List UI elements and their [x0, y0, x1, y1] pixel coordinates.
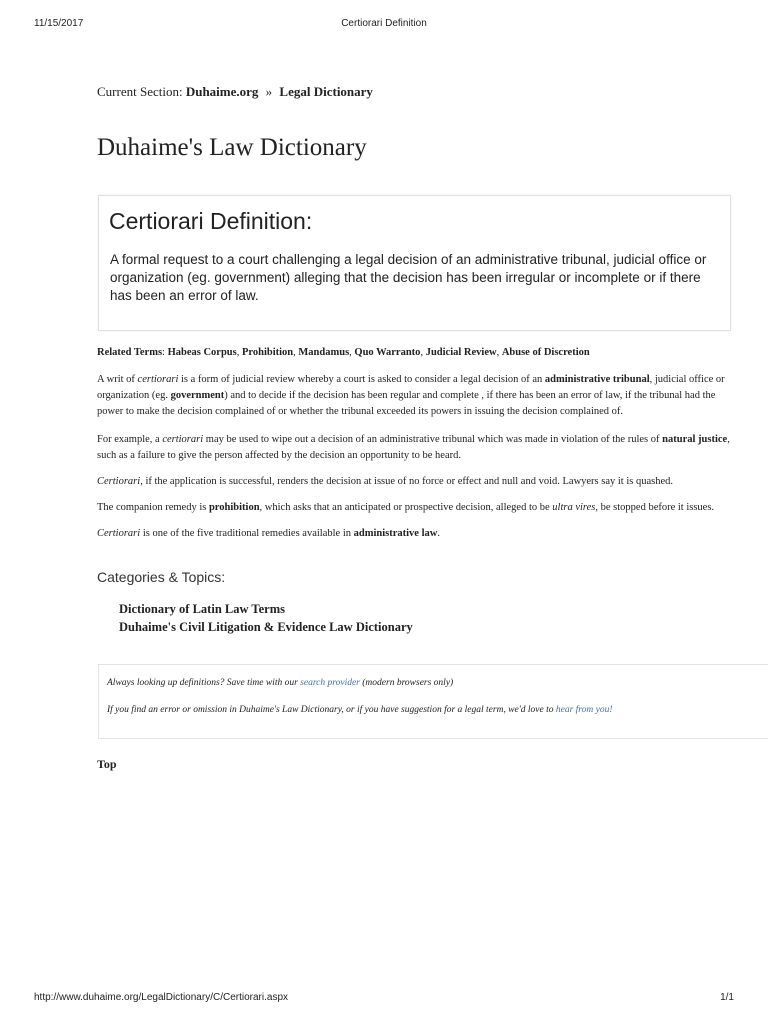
text-run: , which asks that an anticipated or prospective decision, alleged to be	[259, 502, 553, 513]
paragraph-example	[97, 432, 737, 464]
latin-term: Certiorari	[97, 476, 141, 487]
paragraph-quashed	[97, 474, 733, 490]
print-header	[0, 18, 768, 32]
categories-list	[119, 600, 413, 636]
text-run: is a form of judicial review whereby a court is asked to consider a legal decision of an	[178, 374, 545, 385]
related-term-link[interactable]: Prohibition	[241, 347, 294, 358]
related-term-link[interactable]: Judicial Review	[425, 347, 497, 358]
print-page-number: 1/1	[720, 992, 734, 1003]
breadcrumb-home-link[interactable]: Duhaime.org	[185, 84, 259, 99]
page-title: Duhaime's Law Dictionary	[97, 134, 367, 161]
text-run: (modern browsers only)	[359, 678, 454, 688]
text-run: may be used to wipe out a decision of an administrative tribunal which was made in violation of the rules of	[203, 434, 663, 445]
related-terms-label: Related Terms	[97, 347, 163, 358]
text-run: A writ of	[97, 374, 138, 385]
search-provider-link[interactable]: search provider	[300, 678, 360, 688]
category-link[interactable]: Duhaime's Civil Litigation & Evidence Law Dictionary	[119, 620, 413, 634]
related-term-link[interactable]: Quo Warranto	[354, 347, 421, 358]
administrative-tribunal-link[interactable]: administrative tribunal	[544, 374, 650, 385]
text-run: If you find an error or omission in Duhaime's Law Dictionary, or if you have suggestion for a legal term, we'd love to	[107, 705, 556, 715]
latin-term: certiorari	[137, 374, 179, 385]
categories-title: Categories & Topics:	[97, 569, 226, 585]
latin-term: certiorari	[162, 434, 204, 445]
note-box	[98, 664, 768, 739]
related-terms: Related Terms: Habeas Corpus, Prohibition, Mandamus, Quo Warranto, Judicial Review, Abuse of Discretion	[97, 347, 590, 358]
breadcrumb-section-link[interactable]: Legal Dictionary	[279, 84, 373, 99]
related-term-link[interactable]: Habeas Corpus	[167, 347, 237, 358]
definition-title: Certiorari Definition:	[109, 208, 313, 234]
print-title: Certiorari Definition	[341, 18, 427, 29]
text-run: .	[437, 528, 440, 539]
breadcrumb-separator: »	[265, 84, 273, 99]
text-run: Always looking up definitions? Save time with our	[107, 678, 301, 688]
related-term-link[interactable]: Abuse of Discretion	[501, 347, 590, 358]
latin-term: ultra vires	[552, 502, 596, 513]
text-run: ) and to decide if the decision has been regular and complete , if there has been an error of law, if the tribunal had the power to make the decision complained of or whether the tribunal exceeded its powers in issuing the decision complained of.	[97, 390, 716, 417]
paragraph-writ	[97, 372, 733, 420]
paragraph-prohibition	[97, 500, 733, 516]
paragraph-remedies	[97, 526, 733, 542]
print-date: 11/15/2017	[34, 18, 84, 29]
latin-term: Certiorari	[97, 528, 141, 539]
text-run: For example, a	[97, 434, 163, 445]
natural-justice-link[interactable]: natural justice	[662, 434, 728, 445]
text-run: , such as a failure to give the person affected by the decision an opportunity to be heard.	[97, 434, 730, 461]
text-run: , judicial office or organization (eg.	[97, 374, 725, 401]
note-feedback-line	[107, 705, 613, 715]
prohibition-link[interactable]: prohibition	[208, 502, 260, 513]
government-link[interactable]: government	[170, 390, 225, 401]
print-footer	[0, 992, 768, 1006]
hear-from-you-link[interactable]: hear from you!	[555, 705, 613, 715]
definition-box	[98, 195, 731, 331]
definition-text: A formal request to a court challenging a legal decision of an administrative tribunal, judicial office or organization (eg. government) alleging that the decision has been irregular or incomplete or if there has been an error of law.	[110, 252, 707, 303]
breadcrumb-label: Current Section:	[97, 84, 183, 99]
text-run: , if the application is successful, renders the decision at issue of no force or effect and null and void. Lawyers say it is quashed.	[140, 476, 674, 487]
top-link[interactable]: Top	[97, 757, 117, 771]
related-term-link[interactable]: Mandamus	[298, 347, 350, 358]
administrative-law-link[interactable]: administrative law	[353, 528, 438, 539]
text-run: is one of the five traditional remedies available in	[140, 528, 354, 539]
text-run: The companion remedy is	[97, 502, 209, 513]
print-url: http://www.duhaime.org/LegalDictionary/C/Certiorari.aspx	[34, 992, 288, 1003]
breadcrumb	[97, 84, 373, 100]
category-link[interactable]: Dictionary of Latin Law Terms	[119, 602, 285, 616]
note-search-line	[107, 678, 453, 688]
text-run: , be stopped before it issues.	[595, 502, 715, 513]
